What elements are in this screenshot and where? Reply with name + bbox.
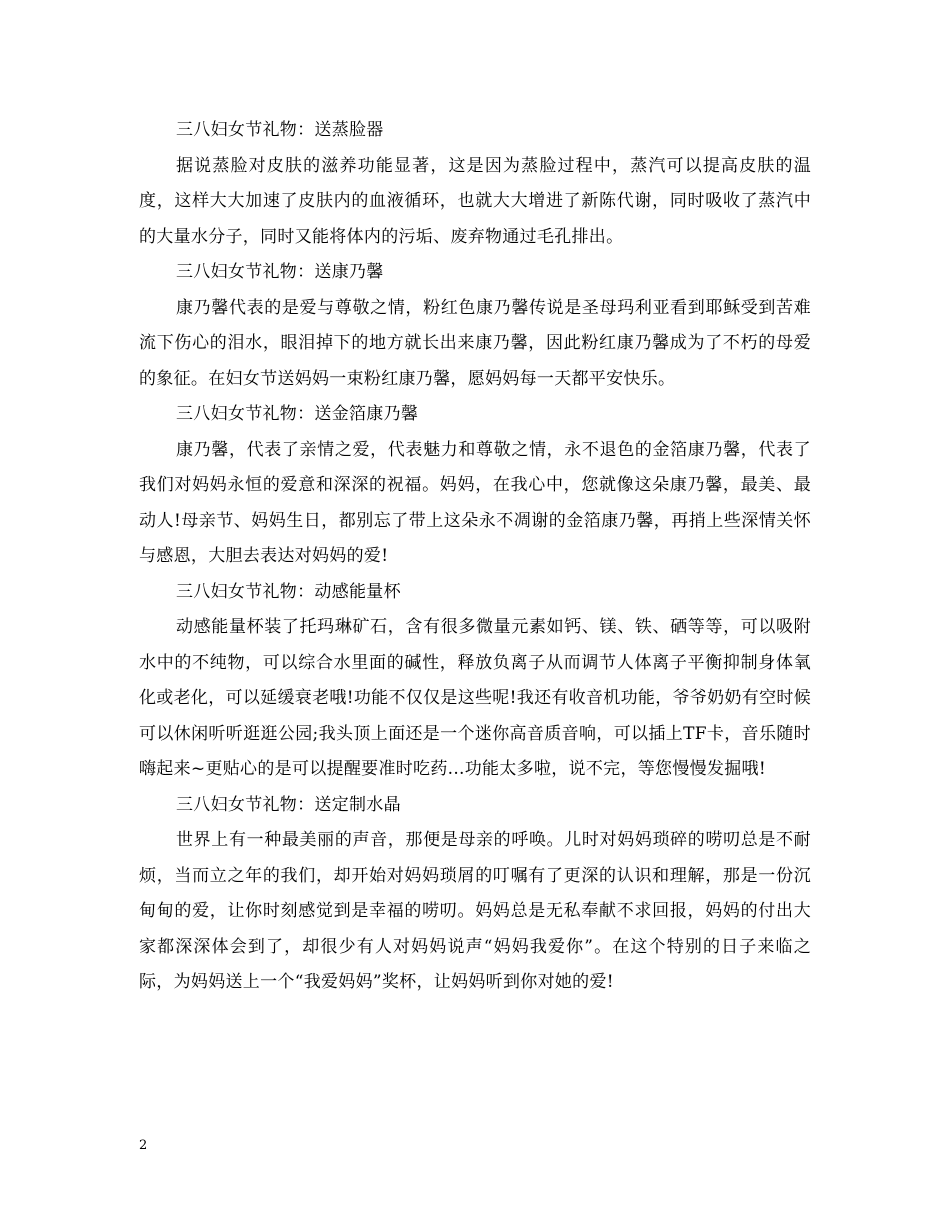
section-heading-carnation: 三八妇女节礼物：送康乃馨 (176, 262, 384, 282)
document-body (139, 113, 811, 1001)
page-number: 2 (139, 1138, 148, 1153)
section-body-steamer: 据说蒸脸对皮肤的滋养功能显著，这是因为蒸脸过程中，蒸汽可以提高皮肤的温度，这样大大加速了皮肤内的血液循环，也就大大增进了新陈代谢，同时吸收了蒸汽中的大量水分子，同时又能将体内的污垢、废弃物通过毛孔排出。 (139, 155, 811, 247)
section-body-crystal: 世界上有一种最美丽的声音，那便是母亲的呼唤。儿时对妈妈琐碎的唠叨总是不耐烦，当而立之年的我们，却开始对妈妈琐屑的叮嘱有了更深的认识和理解，那是一份沉甸甸的爱，让你时刻感觉到是幸福的唠叨。妈妈总是无私奉献不求回报，妈妈的付出大家都深深体会到了，却很少有人对妈妈说声“妈妈我爱你”。在这个特别的日子来临之际，为妈妈送上一个“我爱妈妈”奖杯，让妈妈听到你对她的爱! (139, 830, 811, 992)
section-heading-gold-carnation: 三八妇女节礼物：送金箔康乃馨 (176, 404, 419, 424)
section-heading-steamer: 三八妇女节礼物：送蒸脸器 (176, 120, 384, 140)
section-body-gold-carnation: 康乃馨，代表了亲情之爱，代表魅力和尊敬之情，永不退色的金箔康乃馨，代表了我们对妈妈永恒的爱意和深深的祝福。妈妈，在我心中，您就像这朵康乃馨，最美、最动人!母亲节、妈妈生日，都别忘了带上这朵永不凋谢的金箔康乃馨，再捎上些深情关怀与感恩，大胆去表达对妈妈的爱! (139, 439, 811, 566)
section-heading-energy-cup: 三八妇女节礼物：动感能量杯 (176, 581, 401, 602)
section-heading-crystal: 三八妇女节礼物：送定制水晶 (176, 794, 401, 815)
section-body-carnation: 康乃馨代表的是爱与尊敬之情，粉红色康乃馨传说是圣母玛利亚看到耶稣受到苦难流下伤心的泪水，眼泪掉下的地方就长出来康乃馨，因此粉红康乃馨成为了不朽的母爱的象征。在妇女节送妈妈一束粉红康乃馨，愿妈妈每一天都平安快乐。 (139, 297, 811, 389)
section-body-energy-cup: 动感能量杯装了托玛琳矿石，含有很多微量元素如钙、镁、铁、硒等等，可以吸附水中的不纯物，可以综合水里面的碱性，释放负离子从而调节人体离子平衡抑制身体氧化或老化，可以延缓衰老哦!功能不仅仅是这些呢!我还有收音机功能，爷爷奶奶有空时候可以休闲听听逛逛公园;我头顶上面还是一个迷你高音质音响，可以插上TF卡，音乐随时嗨起来~更贴心的是可以提醒要准时吃药...功能太多啦，说不完，等您慢慢发掘哦! (139, 617, 811, 779)
